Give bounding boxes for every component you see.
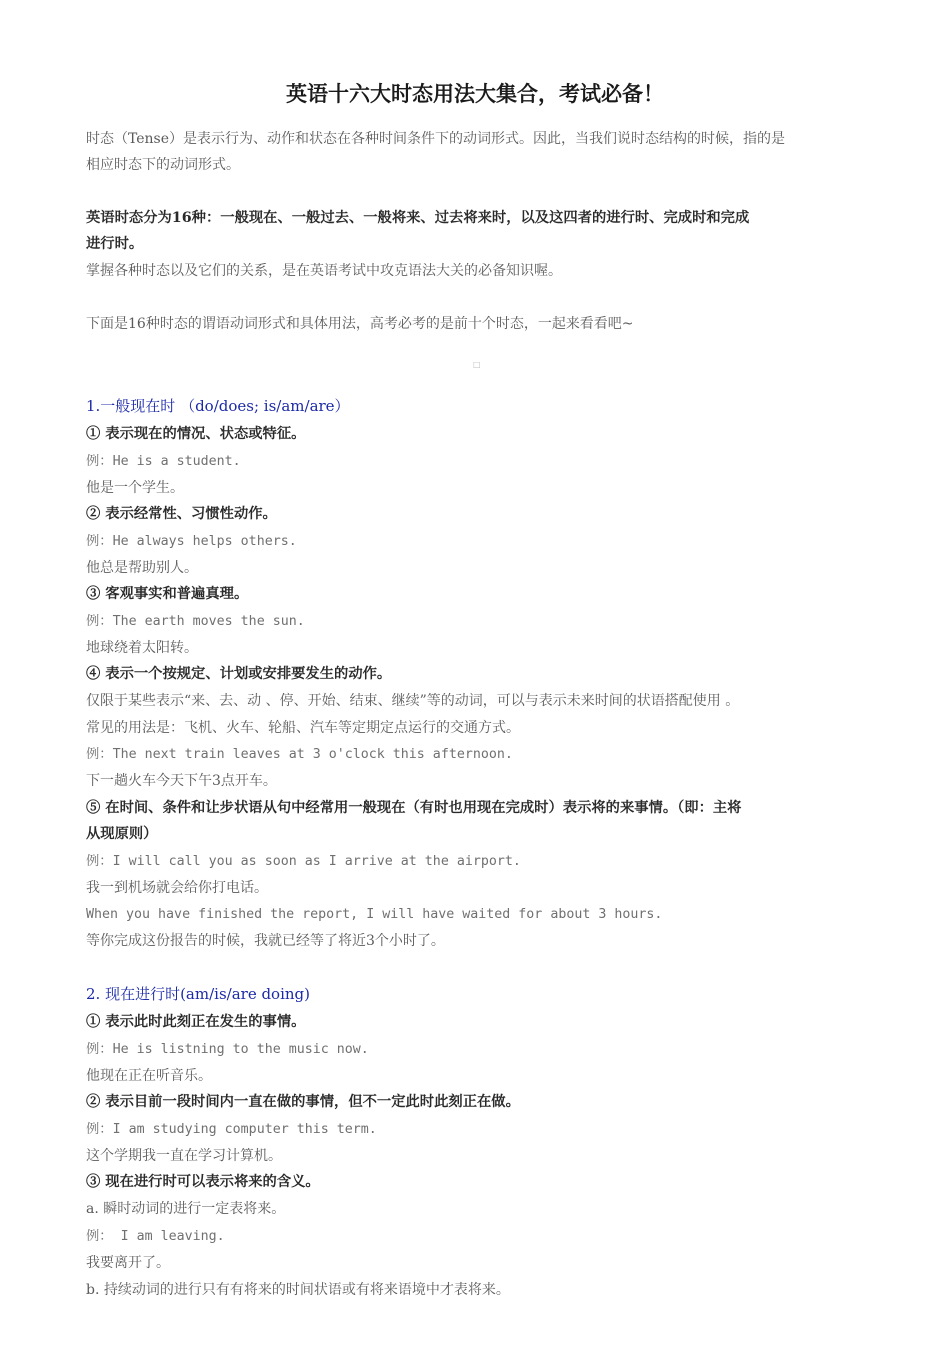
example-translation: 我要离开了。 xyxy=(86,1255,170,1271)
intro-paragraph: 掌握各种时态以及它们的关系，是在英语考试中攻克语法大关的必备知识喔。 xyxy=(86,263,562,279)
usage-item: ⑤ 在时间、条件和让步状语从句中经常用一般现在（有时也用现在完成时）表示将的来事情。（即：主将 xyxy=(86,800,742,816)
example-sentence: 例：I am studying computer this term. xyxy=(86,1122,377,1137)
section-heading: 2. 现在进行时(am/is/are doing) xyxy=(86,985,311,1003)
usage-item: ① 表示现在的情况、状态或特征。 xyxy=(86,426,306,442)
example-translation: 他总是帮助别人。 xyxy=(86,560,198,576)
tense-count-statement: 英语时态分为16种：一般现在、一般过去、一般将来、过去将来时，以及这四者的进行时、完成时和完成 xyxy=(86,210,750,226)
usage-item: ③ 现在进行时可以表示将来的含义。 xyxy=(86,1174,320,1190)
usage-item: ② 表示经常性、习惯性动作。 xyxy=(86,506,277,522)
intro-paragraph: 下面是16种时态的谓语动词形式和具体用法，高考必考的是前十个时态，一起来看看吧~ xyxy=(86,316,634,332)
usage-item: ② 表示目前一段时间内一直在做的事情，但不一定此时此刻正在做。 xyxy=(86,1094,520,1110)
example-sentence: 例： I am leaving. xyxy=(86,1229,225,1244)
usage-item: ④ 表示一个按规定、计划或安排要发生的动作。 xyxy=(86,666,392,682)
usage-note: 常见的用法是：飞机、火车、轮船、汽车等定期定点运行的交通方式。 xyxy=(86,720,520,736)
example-translation: 他现在正在听音乐。 xyxy=(86,1068,212,1084)
example-translation: 我一到机场就会给你打电话。 xyxy=(86,880,268,896)
usage-item: ① 表示此时此刻正在发生的事情。 xyxy=(86,1014,306,1030)
usage-subitem: b. 持续动词的进行只有有将来的时间状语或有将来语境中才表将来。 xyxy=(86,1282,510,1298)
intro-paragraph-line: 相应时态下的动词形式。 xyxy=(86,157,240,173)
usage-item: ③ 客观事实和普遍真理。 xyxy=(86,586,249,602)
usage-item: 从现原则） xyxy=(86,826,158,842)
example-sentence: 例：He is listning to the music now. xyxy=(86,1042,369,1057)
intro-paragraph-line: 时态（Tense）是表示行为、动作和状态在各种时间条件下的动词形式。因此，当我们说时态结构的时候，指的是 xyxy=(86,131,786,147)
example-translation: 他是一个学生。 xyxy=(86,480,184,496)
example-translation: 下一趟火车今天下午3点开车。 xyxy=(86,773,277,789)
example-translation: 等你完成这份报告的时候，我就已经等了将近3个小时了。 xyxy=(86,933,445,949)
example-sentence: 例：He always helps others. xyxy=(86,534,297,549)
example-sentence: 例：He is a student. xyxy=(86,454,241,469)
example-sentence: 例：The earth moves the sun. xyxy=(86,614,305,629)
example-translation: 这个学期我一直在学习计算机。 xyxy=(86,1148,282,1164)
example-sentence: When you have finished the report, I will have waited for about 3 hours. xyxy=(86,907,663,922)
example-sentence: 例：The next train leaves at 3 o'clock this afternoon. xyxy=(86,747,513,762)
example-translation: 地球绕着太阳转。 xyxy=(86,640,198,656)
section-heading: 1.一般现在时 （do/does; is/am/are） xyxy=(86,397,350,415)
document-title: 英语十六大时态用法大集合，考试必备！ xyxy=(286,82,664,106)
usage-note: 仅限于某些表示“来、去、动 、停、开始、结束、继续”等的动词，可以与表示未来时间的状语搭配使用 。 xyxy=(86,693,740,709)
example-sentence: 例：I will call you as soon as I arrive at the airport. xyxy=(86,854,521,869)
image-placeholder-mark: □ xyxy=(473,360,481,369)
tense-count-statement: 进行时。 xyxy=(86,236,144,252)
usage-subitem: a. 瞬时动词的进行一定表将来。 xyxy=(86,1201,286,1217)
